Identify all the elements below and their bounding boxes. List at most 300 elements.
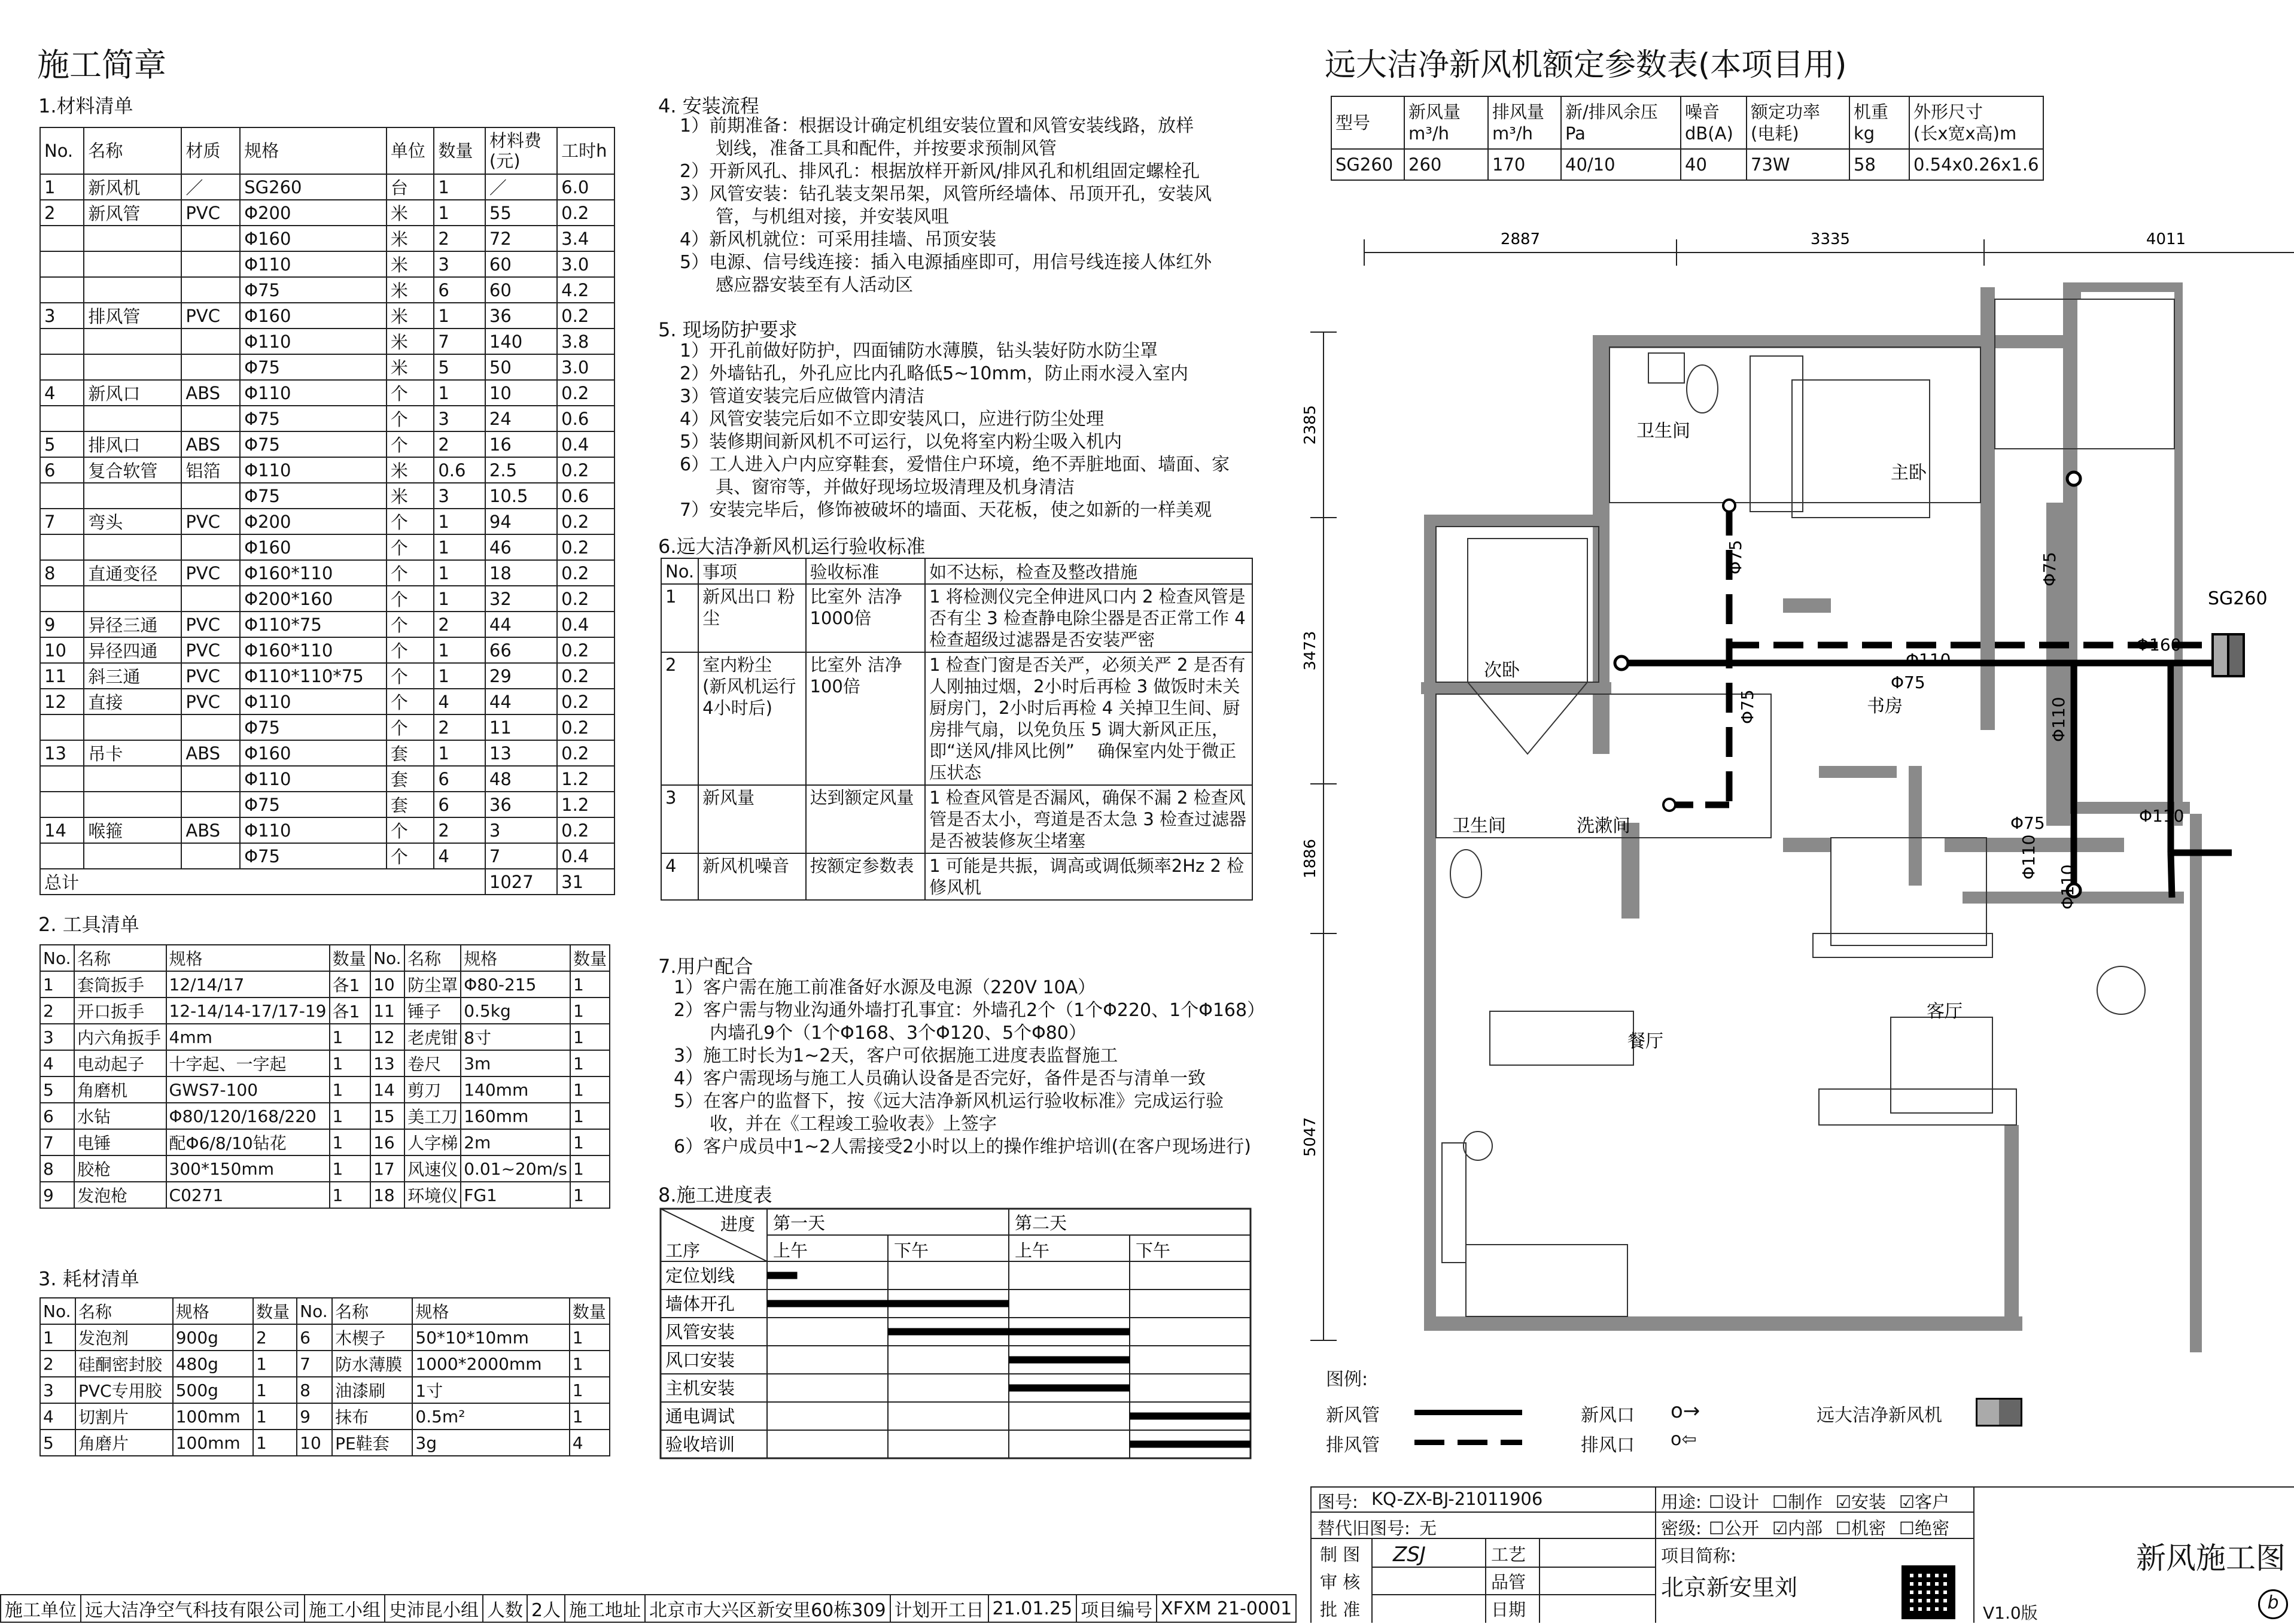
table-cell: 1	[434, 560, 485, 586]
table-cell: 个	[387, 612, 434, 637]
table-cell: 7	[297, 1351, 332, 1377]
customer-steps	[674, 977, 1265, 1158]
table-cell: 2	[40, 997, 74, 1024]
task-label: 通电调试	[665, 1406, 735, 1427]
table-cell	[40, 483, 84, 509]
table-cell: 100mm	[173, 1430, 253, 1456]
table-cell: 1	[434, 586, 485, 612]
column-header: 新/排风余压 Pa	[1561, 96, 1681, 149]
table-cell: 10	[370, 971, 404, 997]
table-cell: 0.6	[434, 457, 485, 483]
table-row	[40, 174, 614, 200]
table-cell: 140mm	[461, 1076, 570, 1103]
table-cell	[40, 586, 84, 612]
acceptance-table	[661, 558, 1253, 901]
use-design[interactable]: ☐设计	[1709, 1492, 1759, 1512]
table-cell	[181, 354, 240, 380]
table-cell: 1.2	[557, 792, 614, 817]
table-cell: 500g	[173, 1377, 253, 1403]
table-cell: 8寸	[461, 1024, 570, 1050]
legend-title: 图例:	[1326, 1369, 1368, 1390]
table-cell: 5	[40, 1076, 74, 1103]
table-row	[40, 1377, 610, 1403]
table-row	[40, 200, 614, 226]
table-header-row	[40, 945, 610, 971]
fresh-vent-icon	[2067, 472, 2080, 485]
secret-public[interactable]: ☐公开	[1709, 1518, 1759, 1538]
table-cell: 弯头	[84, 509, 181, 534]
table-cell: 1 检查门窗是否关严，必须关严 2 是否有人刚抽过烟，2小时后再检 3 做饭时未关厨房门，2小时后再检 4 关掉卫生间、厨房排气扇，以免负压 5 调大新风正压，即“送风/排风比例” 确保室内处于微正压状态	[925, 652, 1252, 785]
list-item: 7）安装完毕后，修饰被破坏的墙面、天花板，使之如新的一样美观	[680, 500, 1212, 521]
task-label: 风管安装	[665, 1322, 735, 1342]
list-item: 收，并在《工程竣工验收表》上签字	[674, 1114, 997, 1135]
table-cell	[181, 251, 240, 277]
table-cell: 1	[570, 1377, 610, 1403]
table-row	[40, 560, 614, 586]
table-header-row	[40, 1298, 610, 1324]
table-cell	[84, 226, 181, 251]
table-cell	[181, 586, 240, 612]
table-cell: 1	[570, 1076, 610, 1103]
task-bar	[1009, 1385, 1130, 1392]
table-cell: 4	[661, 853, 698, 900]
task-label: 主机安装	[665, 1378, 735, 1398]
table-cell	[84, 843, 181, 869]
table-header-row	[1331, 96, 2043, 149]
total-label: 总计	[40, 869, 485, 895]
secret-internal[interactable]: ☑内部	[1772, 1518, 1823, 1538]
materials-table	[39, 127, 615, 895]
table-row	[661, 785, 1252, 853]
table-cell: 1	[570, 1351, 610, 1377]
list-item: 2）开新风孔、排风孔：根据放样开新风/排风孔和机组固定螺栓孔	[680, 161, 1200, 182]
table-cell	[84, 714, 181, 740]
table-cell: 发泡剂	[75, 1324, 173, 1351]
table-cell: 1	[570, 1129, 610, 1155]
footer-cell: 史沛昆小组	[385, 1595, 483, 1622]
table-cell: 3	[40, 1377, 75, 1403]
dim-label-top: 3335	[1810, 230, 1851, 248]
table-cell: 1	[253, 1403, 297, 1430]
table-row	[40, 1050, 610, 1076]
table-cell	[84, 766, 181, 792]
materials-heading: 1.材料清单	[38, 95, 133, 117]
table-cell: 480g	[173, 1351, 253, 1377]
table-cell: Φ200	[240, 200, 387, 226]
duct-size-label: Φ75	[2040, 552, 2059, 586]
table-cell: PE鞋套	[332, 1430, 412, 1456]
table-cell: 米	[387, 303, 434, 329]
table-cell: 16	[370, 1129, 404, 1155]
exhaust-vent-icon	[1723, 500, 1735, 512]
table-cell: PVC	[181, 663, 240, 689]
table-cell: ／	[485, 174, 557, 200]
table-cell	[181, 406, 240, 431]
list-item: 5）电源、信号线连接：插入电源插座即可，用信号线连接人体红外	[680, 252, 1212, 273]
table-cell: 0.2	[557, 714, 614, 740]
table-cell: 异径四通	[84, 637, 181, 663]
table-cell: Φ75	[240, 483, 387, 509]
table-cell: 0.5kg	[461, 997, 570, 1024]
table-cell: 电锤	[74, 1129, 166, 1155]
params-table	[1331, 96, 2044, 181]
table-cell: Φ110	[240, 380, 387, 406]
sink-icon	[1648, 353, 1684, 383]
table-cell: PVC	[181, 637, 240, 663]
table-cell: FG1	[461, 1182, 570, 1208]
table-cell	[84, 329, 181, 354]
protect-heading: 5. 现场防护要求	[658, 318, 798, 341]
table-cell: 12/14/17	[166, 971, 330, 997]
column-header: 数量	[570, 945, 610, 971]
table-cell: 9	[297, 1403, 332, 1430]
table-row	[40, 354, 614, 380]
table-cell: 1	[661, 584, 698, 652]
exhaust-duct-line	[1414, 1440, 1522, 1445]
table-row	[40, 997, 610, 1024]
table-cell	[84, 277, 181, 303]
secret-confidential[interactable]: ☐机密	[1836, 1518, 1886, 1538]
bed-icon	[1792, 380, 1930, 518]
table-cell: 3	[434, 406, 485, 431]
task-bar	[1009, 1357, 1130, 1364]
consumables-table	[39, 1297, 610, 1456]
table-cell	[40, 329, 84, 354]
table-cell: 6	[434, 277, 485, 303]
table-cell: 1	[570, 1155, 610, 1182]
table-cell: 1	[330, 1182, 371, 1208]
table-row	[40, 792, 614, 817]
table-cell: 40	[1681, 149, 1747, 180]
table-row	[40, 483, 614, 509]
column-header: 排风量 m³/h	[1488, 96, 1561, 149]
consumables-heading: 3. 耗材清单	[38, 1267, 139, 1290]
table-cell: 台	[387, 174, 434, 200]
task-bar	[1130, 1413, 1251, 1420]
task-bar	[767, 1300, 1009, 1307]
table-cell: C0271	[166, 1182, 330, 1208]
table-cell: 木楔子	[332, 1324, 412, 1351]
column-header: 单位	[387, 127, 434, 174]
column-header: 事项	[698, 558, 805, 584]
table-cell: 1	[570, 1024, 610, 1050]
duct-size-label: Φ110	[2019, 834, 2039, 880]
table-cell: 5	[434, 354, 485, 380]
table-row	[661, 584, 1252, 652]
table-cell: 1	[570, 971, 610, 997]
table-cell: 新风口	[84, 380, 181, 406]
half-label: 上午	[773, 1240, 808, 1261]
half-label: 上午	[1015, 1240, 1050, 1261]
table-cell: 8	[297, 1377, 332, 1403]
table-cell	[40, 354, 84, 380]
table-cell: 8	[40, 1155, 74, 1182]
column-header: 名称	[332, 1298, 412, 1324]
footer-cell: 施工地址	[565, 1595, 645, 1622]
table-cell: 3	[661, 785, 698, 853]
table-cell: 2	[661, 652, 698, 785]
table-cell: 个	[387, 509, 434, 534]
table-cell: 美工刀	[404, 1103, 461, 1129]
table-cell: 斜三通	[84, 663, 181, 689]
table-cell	[40, 226, 84, 251]
qr-code	[1901, 1565, 1955, 1619]
task-label: 定位划线	[665, 1266, 735, 1286]
table-cell: 室内粉尘 (新风机运行 4小时后)	[698, 652, 805, 785]
table-cell: 36	[485, 303, 557, 329]
table-cell: 2	[253, 1324, 297, 1351]
use-customer[interactable]: ☑客户	[1899, 1492, 1949, 1512]
table-cell: 新风机	[84, 174, 181, 200]
table-cell: 1	[330, 1155, 371, 1182]
column-header: 工时h	[557, 127, 614, 174]
table-cell	[84, 354, 181, 380]
table-cell: PVC	[181, 200, 240, 226]
footer-cell: 施工小组	[305, 1595, 385, 1622]
table-cell: 个	[387, 817, 434, 843]
table-cell: 100mm	[173, 1403, 253, 1430]
secret-top[interactable]: ☐绝密	[1899, 1518, 1949, 1538]
list-item: 具、窗帘等，并做好现场垃圾清理及机身清洁	[680, 477, 1075, 498]
table-cell: 6	[434, 766, 485, 792]
table-cell: 14	[40, 817, 84, 843]
column-header: 型号	[1331, 96, 1404, 149]
footer-strip	[0, 1594, 1297, 1623]
table-cell: 喉箍	[84, 817, 181, 843]
footer-cell: 21.01.25	[988, 1595, 1077, 1622]
list-item: 4）新风机就位：可采用挂墙、吊顶安装	[680, 229, 997, 250]
column-header: 机重 kg	[1849, 96, 1909, 149]
table-cell	[40, 843, 84, 869]
list-item: 6）客户成员中1~2人需接受2小时以上的操作维护培训(在客户现场进行)	[674, 1136, 1251, 1157]
table-cell	[84, 251, 181, 277]
table-cell: 1	[570, 1403, 610, 1430]
table-cell: 油漆刷	[332, 1377, 412, 1403]
table-cell: 11	[485, 714, 557, 740]
table-cell: 1	[330, 1050, 371, 1076]
table-cell: 0.01~20m/s	[461, 1155, 570, 1182]
dim-label-left: 2385	[1301, 405, 1319, 445]
schedule-chart	[658, 1203, 1256, 1472]
table-cell: 风速仪	[404, 1155, 461, 1182]
column-header: No.	[40, 127, 84, 174]
table-cell: Φ160	[240, 534, 387, 560]
table-cell: 10	[40, 637, 84, 663]
table-header-row	[661, 558, 1252, 584]
table-cell: ABS	[181, 740, 240, 766]
dining-table-icon	[1490, 1011, 1633, 1065]
table-cell: 72	[485, 226, 557, 251]
table-cell: 个	[387, 534, 434, 560]
table-cell: 1	[434, 200, 485, 226]
use-make[interactable]: ☐制作	[1772, 1492, 1823, 1512]
table-cell: 0.2	[557, 586, 614, 612]
table-cell: 2m	[461, 1129, 570, 1155]
table-row	[40, 637, 614, 663]
table-cell: 13	[485, 740, 557, 766]
wall	[1783, 838, 1831, 852]
table-cell: 5	[40, 431, 84, 457]
legend	[1325, 1364, 2043, 1466]
table-cell: Φ75	[240, 354, 387, 380]
table-cell: 4	[570, 1430, 610, 1456]
table-cell: Φ160	[240, 740, 387, 766]
column-header: 数量	[570, 1298, 610, 1324]
wall	[1819, 766, 1897, 778]
table-cell: Φ75	[240, 792, 387, 817]
toilet-icon	[1687, 365, 1718, 413]
table-cell: 32	[485, 586, 557, 612]
table-cell: 58	[1849, 149, 1909, 180]
sofa-icon	[1819, 1089, 2016, 1125]
table-cell: 2	[40, 200, 84, 226]
table-cell: Φ160	[240, 226, 387, 251]
table-cell: 0.6	[557, 483, 614, 509]
table-cell: 0.2	[557, 457, 614, 483]
table-cell	[84, 483, 181, 509]
table-cell: 排风管	[84, 303, 181, 329]
table-row	[40, 689, 614, 714]
params-title: 远大洁净新风机额定参数表(本项目用)	[1325, 47, 1847, 83]
signature: ZSJ	[1393, 1543, 1426, 1567]
use-install[interactable]: ☑安装	[1836, 1492, 1886, 1512]
footer-row	[1, 1595, 1296, 1622]
table-cell: 900g	[173, 1324, 253, 1351]
table-cell: 1	[40, 1324, 75, 1351]
duct-size-label: Φ110	[2058, 864, 2077, 910]
drawing-name: 新风施工图	[2136, 1541, 2286, 1576]
table-row	[40, 1351, 610, 1377]
fresh-vent-icon	[1615, 656, 1628, 670]
secret-label: 密级:	[1661, 1518, 1702, 1538]
table-cell: 4	[40, 1403, 75, 1430]
install-steps	[680, 115, 1212, 297]
coffee-table-icon	[1891, 1017, 1992, 1113]
table-cell	[40, 792, 84, 817]
table-row	[40, 971, 610, 997]
legend-exhaust-vent: 排风口	[1581, 1435, 1635, 1456]
table-cell: 米	[387, 329, 434, 354]
table-cell: 1000*2000mm	[412, 1351, 569, 1377]
table-cell: Φ110*75	[240, 612, 387, 637]
table-cell: GWS7-100	[166, 1076, 330, 1103]
table-cell: 个	[387, 560, 434, 586]
fresh-air-unit-icon	[2213, 634, 2228, 676]
half-label: 下午	[894, 1240, 929, 1261]
table-cell: 达到额定风量	[806, 785, 926, 853]
room-label: 书房	[1867, 696, 1903, 717]
table-cell: 260	[1404, 149, 1488, 180]
table-cell: Φ200*160	[240, 586, 387, 612]
table-cell	[181, 534, 240, 560]
replaced-no: 无	[1419, 1518, 1437, 1538]
table-cell: Φ75	[240, 277, 387, 303]
table-cell: 防水薄膜	[332, 1351, 412, 1377]
table-cell: 3	[40, 1024, 74, 1050]
day-label: 第二天	[1015, 1213, 1067, 1233]
table-cell: 0.4	[557, 612, 614, 637]
dim-label-left: 1886	[1301, 838, 1319, 879]
list-item: 1）开孔前做好防护，四面铺防水薄膜，钻头装好防水防尘罩	[680, 340, 1158, 361]
table-cell: 11	[370, 997, 404, 1024]
duct-size-label: Φ110	[1906, 650, 1951, 670]
table-cell: 0.2	[557, 380, 614, 406]
room-outline	[1436, 527, 1599, 682]
table-cell: 13	[40, 740, 84, 766]
table-cell: 角磨机	[74, 1076, 166, 1103]
kitchen-counter-icon	[1466, 1245, 1627, 1316]
dim-label-left: 3473	[1301, 631, 1319, 671]
table-cell: 0.4	[557, 431, 614, 457]
list-item: 1）客户需在施工前准备好水源及电源（220V 10A）	[674, 977, 1096, 998]
table-cell	[40, 534, 84, 560]
column-header: No.	[370, 945, 404, 971]
room-label: 主卧	[1891, 463, 1927, 483]
list-item: 管，与机组对接，并安装风咀	[680, 206, 949, 227]
table-cell: 个	[387, 406, 434, 431]
wall	[1424, 515, 1599, 527]
table-cell: Φ110	[240, 251, 387, 277]
table-cell: 60	[485, 251, 557, 277]
table-row	[40, 612, 614, 637]
table-cell	[84, 792, 181, 817]
table-cell: 3.4	[557, 226, 614, 251]
dim-label-top: 4011	[2146, 230, 2186, 248]
table-cell: 十字起、一字起	[166, 1050, 330, 1076]
table-cell: 2	[434, 612, 485, 637]
table-cell	[181, 226, 240, 251]
table-cell: Φ110	[240, 689, 387, 714]
room-label: 洗漱间	[1577, 816, 1630, 837]
table-row	[40, 1182, 610, 1208]
table-row	[661, 652, 1252, 785]
task-label: 墙体开孔	[665, 1294, 735, 1314]
legend-fresh-duct: 新风管	[1326, 1405, 1380, 1426]
table-cell	[181, 714, 240, 740]
table-cell: PVC	[181, 689, 240, 714]
wall	[2190, 814, 2202, 1352]
table-cell: 个	[387, 380, 434, 406]
table-cell: 环境仪	[404, 1182, 461, 1208]
table-cell: 36	[485, 792, 557, 817]
table-cell: 1 将检测仪完全伸进风口内 2 检查风管是否有尘 3 检查静电除尘器是否正常工作 4 检查超级过滤器是否安装严密	[925, 584, 1252, 652]
table-cell: 1	[434, 380, 485, 406]
table-cell: Φ75	[240, 431, 387, 457]
table-cell: Φ110	[240, 329, 387, 354]
table-row	[1331, 149, 2043, 180]
table-cell: 55	[485, 200, 557, 226]
table-cell: 3.8	[557, 329, 614, 354]
duct-size-label: Φ75	[1891, 673, 1925, 692]
table-cell: 5	[40, 1430, 75, 1456]
stove-icon	[1464, 1132, 1492, 1160]
task-bar	[888, 1328, 1130, 1336]
list-item: 3）施工时长为1~2天，客户可依据施工进度表监督施工	[674, 1045, 1118, 1066]
role-quality: 品管	[1491, 1572, 1526, 1592]
role-draw: 制 图	[1320, 1544, 1361, 1565]
table-cell: 套	[387, 740, 434, 766]
table-cell	[40, 714, 84, 740]
table-cell	[181, 329, 240, 354]
table-cell: 开口扳手	[74, 997, 166, 1024]
table-cell: 2	[434, 714, 485, 740]
table-cell: 66	[485, 637, 557, 663]
list-item: 6）工人进入户内应穿鞋套，爱惜住户环境，绝不弄脏地面、墙面、家	[680, 454, 1230, 475]
table-cell: 个	[387, 689, 434, 714]
table-cell: Φ75	[240, 714, 387, 740]
table-cell: 胶枪	[74, 1155, 166, 1182]
list-item: 感应器安装至有人活动区	[680, 275, 913, 296]
